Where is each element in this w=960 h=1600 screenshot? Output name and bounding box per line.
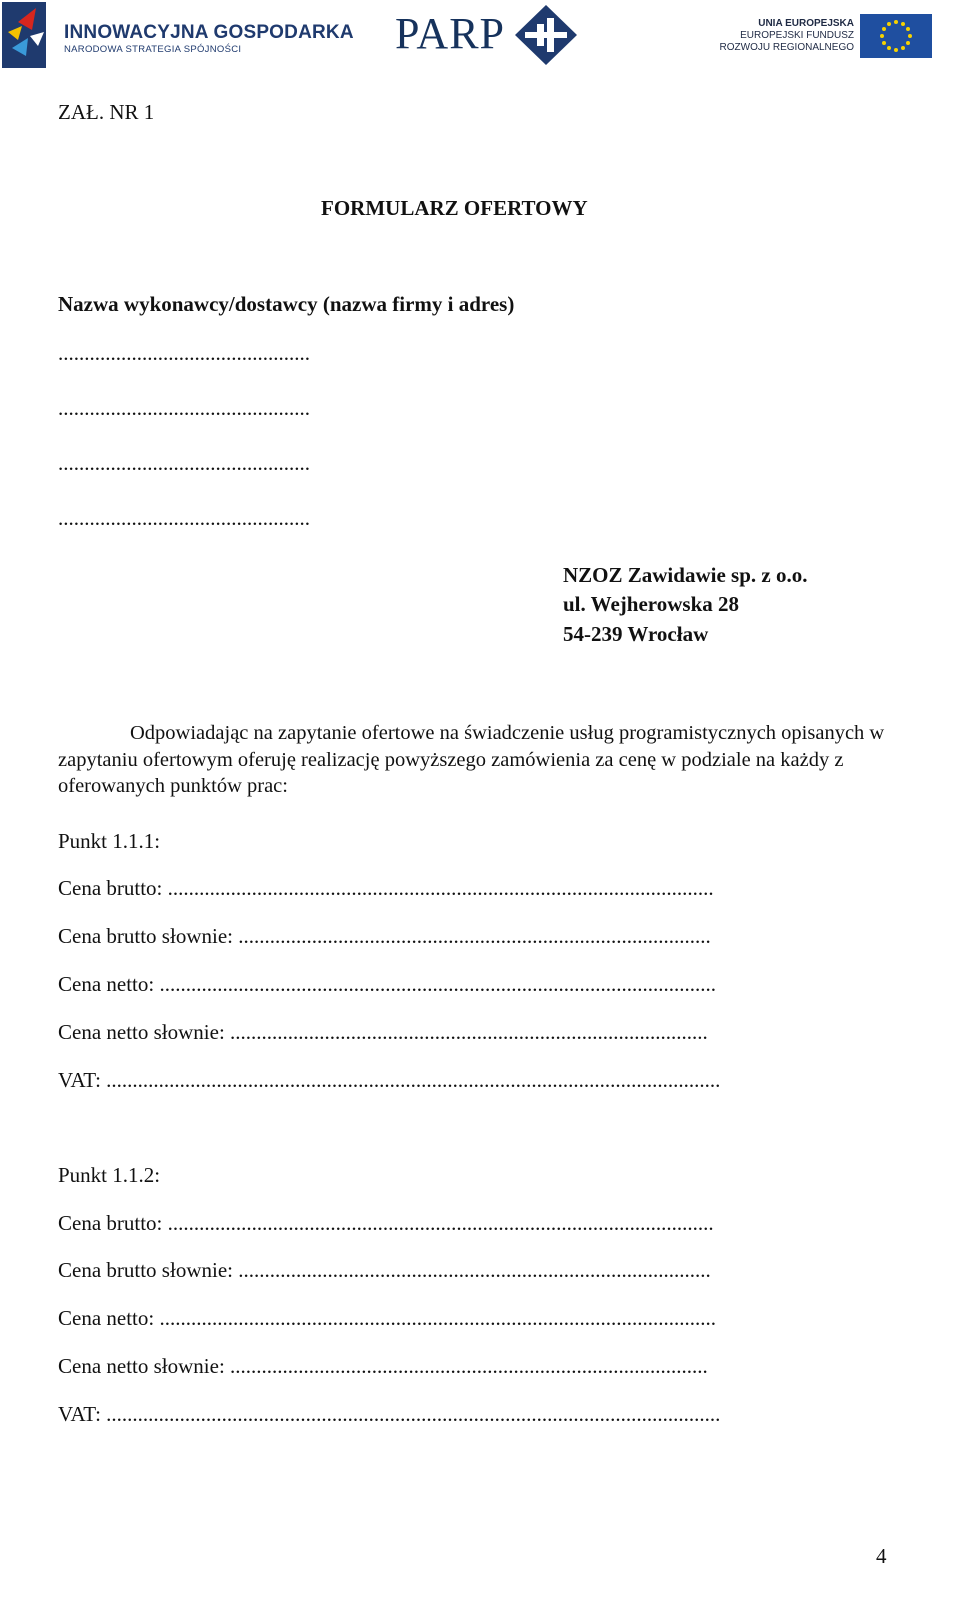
point-2-net-price-words: Cena netto słownie: ........................................................................................... xyxy=(58,1354,708,1378)
attachment-number: ZAŁ. NR 1 xyxy=(58,100,155,124)
point-1-title: Punkt 1.1.1: xyxy=(58,829,161,853)
parp-wordmark: PARP xyxy=(395,9,506,58)
form-title: FORMULARZ OFERTOWY xyxy=(321,196,588,220)
eu-line-3: ROZWOJU REGIONALNEGO xyxy=(719,42,854,53)
eu-line-2: EUROPEJSKI FUNDUSZ xyxy=(740,30,854,41)
contractor-line-4: ................................................ xyxy=(58,506,310,530)
page-number: 4 xyxy=(876,1544,887,1568)
contractor-line-1: ................................................ xyxy=(58,341,310,365)
point-1-vat: VAT: ..................................................................................................................... xyxy=(58,1068,721,1092)
point-2-gross-price-words: Cena brutto słownie: .......................................................................................... xyxy=(58,1258,711,1282)
parp-emblem-icon xyxy=(513,4,579,66)
point-2-net-price: Cena netto: .......................................................................................................... xyxy=(58,1306,716,1330)
narodowa-strategia-subtitle: NARODOWA STRATEGIA SPÓJNOŚCI xyxy=(64,44,242,55)
intro-text: Odpowiadając na zapytanie ofertowe na świadczenie usług programistycznych opisanych w zapytaniu ofertowym oferuję realizację powyższego zamówienia za cenę w podziale na każdy z oferowanych punktów prac: xyxy=(58,722,885,797)
eu-fund-logo xyxy=(719,12,938,60)
point-1-gross-price: Cena brutto: ........................................................................................................ xyxy=(58,876,714,900)
point-2-gross-price: Cena brutto: ........................................................................................................ xyxy=(58,1211,714,1235)
recipient-city: 54-239 Wrocław xyxy=(563,622,709,646)
eu-line-1: UNIA EUROPEJSKA xyxy=(758,18,854,29)
innowacyjna-gospodarka-emblem-icon xyxy=(2,2,60,68)
parp-logo xyxy=(395,4,595,68)
innowacyjna-gospodarka-title: INNOWACYJNA GOSPODARKA xyxy=(64,22,354,43)
innowacyjna-gospodarka-logo xyxy=(0,0,354,72)
point-1-net-price: Cena netto: .......................................................................................................... xyxy=(58,972,716,996)
contractor-line-3: ................................................ xyxy=(58,451,310,475)
contractor-line-2: ................................................ xyxy=(58,396,310,420)
point-1-gross-price-words: Cena brutto słownie: .......................................................................................... xyxy=(58,924,711,948)
point-1-net-price-words: Cena netto słownie: ........................................................................................... xyxy=(58,1020,708,1044)
contractor-label: Nazwa wykonawcy/dostawcy (nazwa firmy i adres) xyxy=(58,292,515,316)
point-2-title: Punkt 1.1.2: xyxy=(58,1163,161,1187)
point-2-vat: VAT: ..................................................................................................................... xyxy=(58,1402,721,1426)
recipient-street: ul. Wejherowska 28 xyxy=(563,592,739,616)
eu-flag-icon xyxy=(860,14,932,58)
intro-paragraph xyxy=(58,720,898,800)
recipient-name: NZOZ Zawidawie sp. z o.o. xyxy=(563,563,808,587)
